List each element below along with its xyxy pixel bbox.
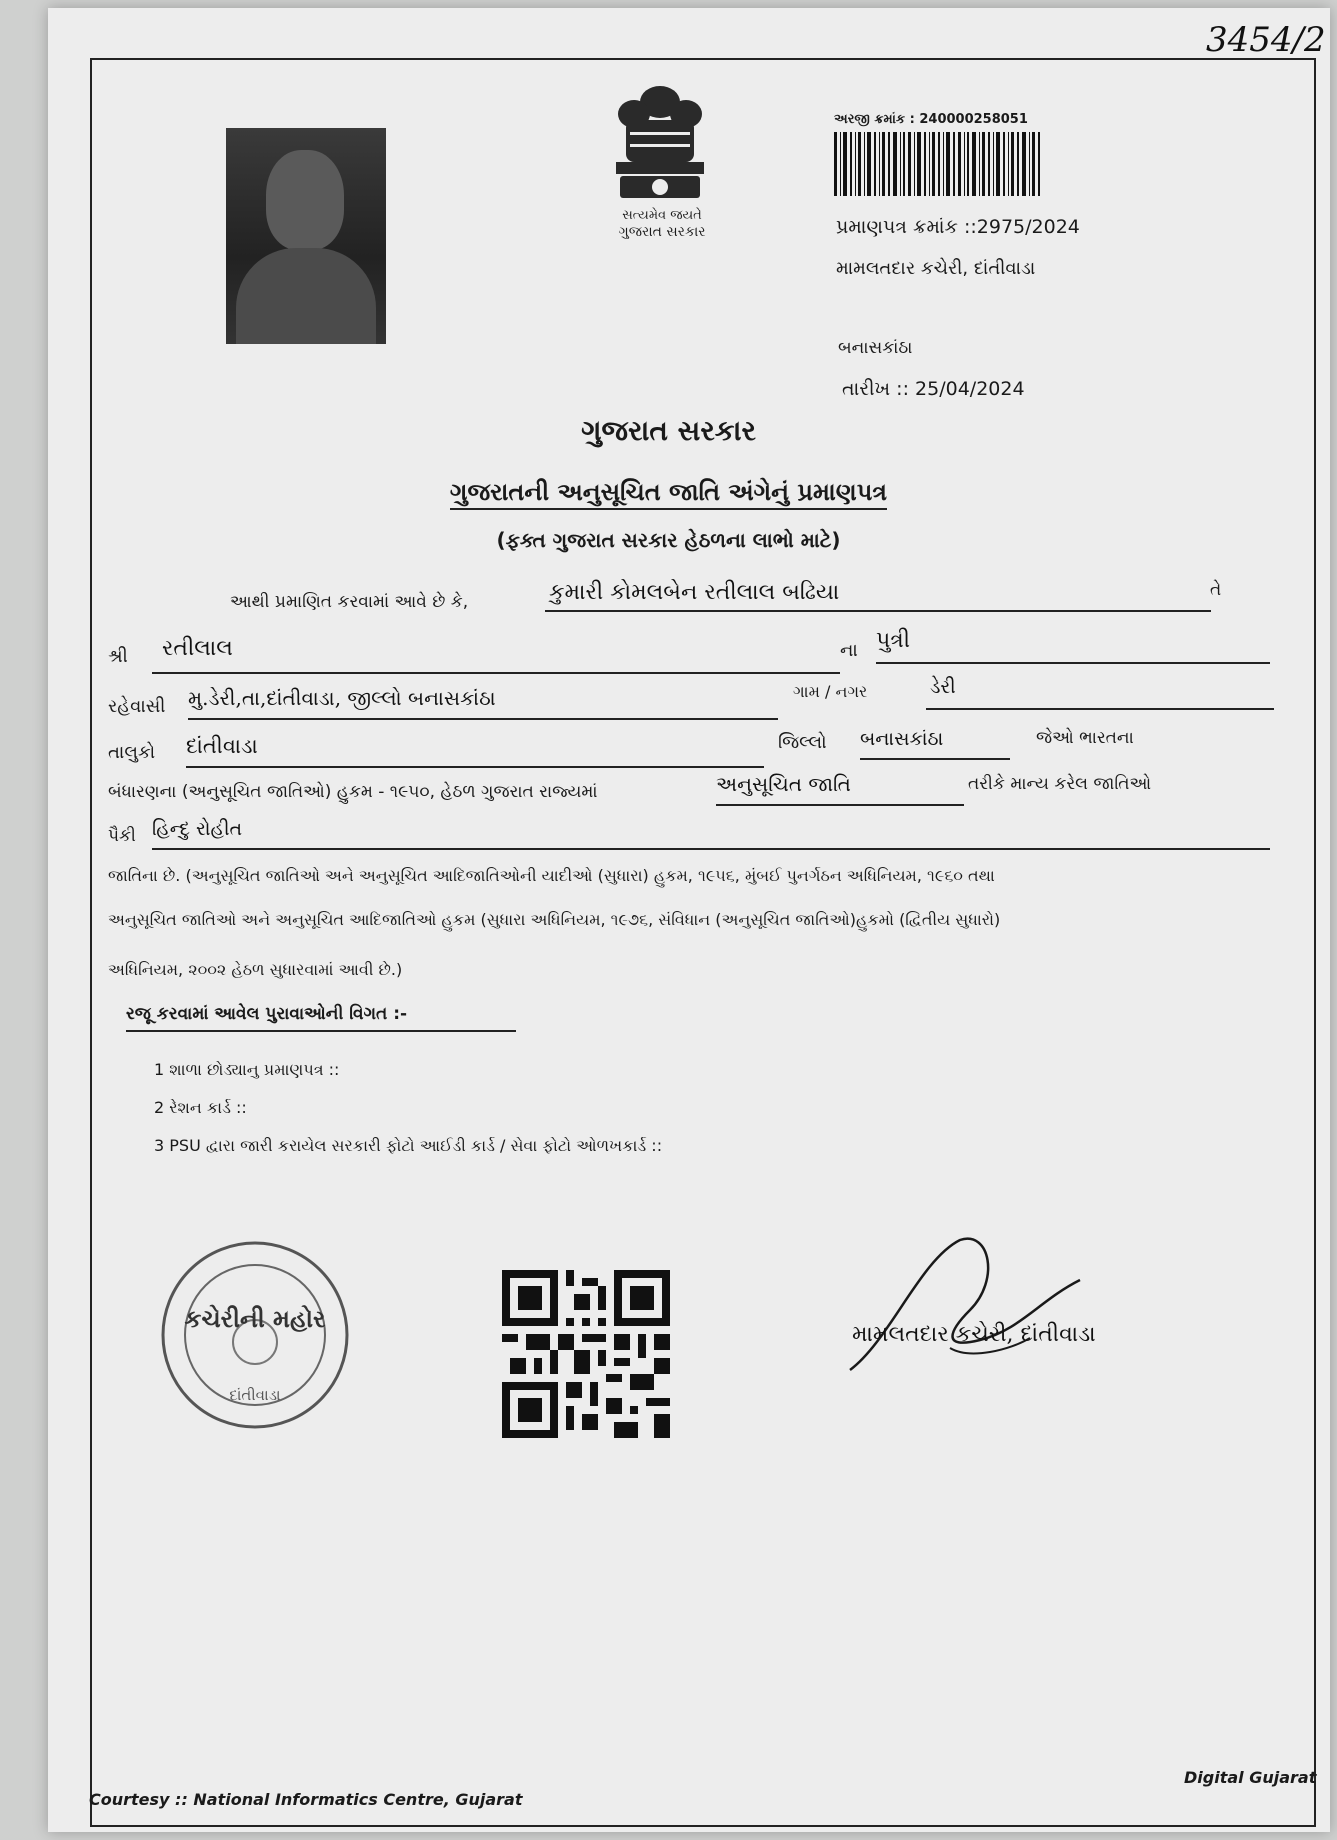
relation: પુત્રી	[876, 628, 1270, 664]
certificate-number	[836, 216, 1080, 238]
resident-label: રહેવાસી	[108, 696, 166, 717]
barcode	[834, 132, 1044, 196]
issue-date-value: 25/04/2024	[915, 378, 1025, 400]
village: ડેરી	[926, 676, 1274, 710]
evidence-item: 3 PSU દ્વારા જારી કરાયેલ સરકારી ફોટો આઈડી કાર્ડ / સેવા ફોટો ઓળખકાર્ડ ::	[154, 1136, 663, 1155]
address: મુ.ડેરી,તા,દાંતીવાડા, જીલ્લો બનાસકાંઠા	[188, 686, 778, 720]
recognized-text: તરીકે માન્ય કરેલ જાતિઓ	[968, 774, 1152, 794]
emblem-caption: ગુજરાત સરકાર	[618, 224, 706, 240]
evidence-item: 1 શાળા છોડ્યાનુ પ્રમાણપત્ર ::	[154, 1060, 340, 1079]
district: બનાસકાંઠા	[860, 728, 1010, 760]
certificate-number-label: પ્રમાણપત્ર ક્રમાંક	[836, 216, 958, 238]
application-number: અરજી ક્રમાંક : 240000258051	[834, 112, 1028, 127]
certificate-title: ગુજરાતની અનુસૂચિત જાતિ અંગેનું પ્રમાણપત્ર	[450, 478, 887, 510]
issue-date-label: તારીખ ::	[842, 378, 909, 400]
village-label: ગામ / નગર	[793, 682, 868, 701]
certificate-number-value: ::2975/2024	[957, 216, 1080, 238]
seal-bottom-text: દાંતીવાડા	[229, 1386, 281, 1404]
signatory: મામલતદાર કચેરી, દાંતીવાડા	[852, 1322, 1096, 1347]
na-label: ના	[840, 640, 858, 661]
district-label: જિલ્લો	[778, 732, 827, 753]
applicant-photo	[226, 128, 386, 344]
emblem-motto: સત્યમેવ જયતે	[622, 208, 702, 223]
order-text: બંધારણના (અનુસૂચિત જાતિઓ) હુકમ - ૧૯૫૦, હેઠળ ગુજરાત રાજ્યમાં	[108, 782, 598, 802]
legal-text-line-3: અધિનિયમ, ૨૦૦૨ હેઠળ સુધારવામાં આવી છે.)	[108, 960, 403, 979]
holder-name: કુમારી કોમલબેન રતીલાલ બઢિયા	[545, 580, 1211, 612]
joo-label: જેઓ ભારતના	[1036, 728, 1134, 748]
caste: હિન્દુ રોહીત	[152, 818, 1270, 850]
digital-gujarat-brand: Digital Gujarat	[1184, 1768, 1317, 1787]
signature	[830, 1220, 1090, 1390]
corner-mark: 3454/2	[1206, 20, 1326, 60]
legal-text-line-1: જાતિના છે. (અનુસૂચિત જાતિઓ અને અનુસૂચિત આદિજાતિઓની યાદીઓ (સુધારા) હુકમ, ૧૯૫૬, મુંબઈ પુનર્ગઠન અધિનિયમ, ૧૯૬૦ તથા	[108, 866, 995, 885]
issuing-office: મામલતદાર કચેરી, દાંતીવાડા	[836, 258, 1036, 279]
taluka: દાંતીવાડા	[186, 734, 764, 768]
courtesy-text: Courtesy :: National Informatics Centre, Gujarat	[89, 1790, 523, 1809]
evidence-heading: રજૂ કરવામાં આવેલ પુરાવાઓની વિગત :-	[126, 1004, 516, 1032]
certificate-subtitle: (ફક્ત ગુજરાત સરકાર હેઠળના લાભો માટે)	[496, 528, 841, 552]
government-title: ગુજરાત સરકાર	[581, 414, 756, 447]
legal-text-line-2: અનુસૂચિત જાતિઓ અને અનુસૂચિત આદિજાતિઓ હુકમ (સુધારા અધિનિયમ, ૧૯૭૬, સંવિધાન (અનુસૂચિત જાતિઓ)હુકમો (દ્વિતીય સુધારો)	[108, 910, 1001, 929]
taluka-label: તાલુકો	[108, 742, 156, 763]
intro-text: આથી પ્રમાણિત કરવામાં આવે છે કે,	[230, 592, 469, 612]
seal-center-text: કચેરીની મહોર	[184, 1304, 326, 1333]
qr-code	[502, 1268, 670, 1440]
national-emblem-icon	[600, 80, 720, 205]
issuing-district: બનાસકાંઠા	[838, 338, 913, 358]
father-name: રતીલાલ	[152, 636, 840, 674]
paiki-label: પૈકી	[108, 826, 136, 846]
evidence-item: 2 રેશન કાર્ડ ::	[154, 1098, 247, 1117]
issue-date	[842, 378, 1025, 400]
te-text: તે	[1210, 580, 1222, 600]
shri-label: શ્રી	[108, 646, 128, 667]
office-seal	[158, 1238, 352, 1432]
category: અનુસૂચિત જાતિ	[716, 772, 964, 806]
